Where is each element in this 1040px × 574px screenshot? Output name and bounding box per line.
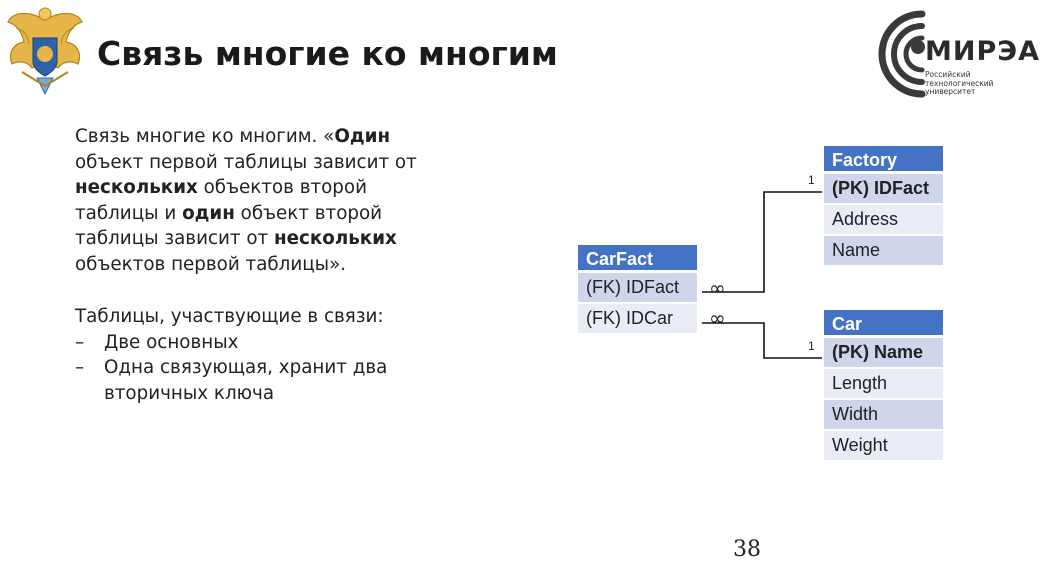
tables-intro: Таблицы, участвующие в связи: — [75, 306, 384, 327]
mirea-logo — [872, 2, 1040, 102]
cardinality-car-one: 1 — [808, 339, 815, 353]
logo-name: МИРЭА — [925, 36, 1040, 67]
entity-table-car — [824, 310, 943, 462]
table-row: Length — [824, 369, 943, 398]
logo-subtitle: Российский технологический университет — [925, 70, 994, 96]
tables-bullet-list — [75, 330, 435, 407]
table-row: Width — [824, 400, 943, 429]
table-row: Weight — [824, 431, 943, 460]
table-row: (PK) IDFact — [824, 174, 943, 203]
table-row: (PK) Name — [824, 338, 943, 367]
cardinality-carfact-many-bottom: ∞ — [709, 306, 726, 330]
tables-paragraph — [75, 304, 435, 406]
table-header: CarFact — [578, 245, 697, 273]
entity-table-carfact — [578, 245, 697, 335]
table-row: (FK) IDFact — [578, 273, 697, 302]
table-row: Name — [824, 236, 943, 265]
table-header: Car — [824, 310, 943, 338]
cardinality-factory-one: 1 — [808, 173, 815, 187]
table-header: Factory — [824, 146, 943, 174]
table-row: (FK) IDCar — [578, 304, 697, 333]
definition-paragraph: Связь многие ко многим. «Один объект первой таблицы зависит от нескольких объектов второй таблицы и один объект второй таблицы зависит от нескольких объектов первой таблицы». — [75, 126, 417, 275]
cardinality-carfact-many-top: ∞ — [709, 276, 726, 300]
table-row: Address — [824, 205, 943, 234]
page-number: 38 — [733, 537, 761, 562]
bullet-item: – Две основных — [75, 330, 435, 356]
ministry-emblem-icon — [2, 2, 88, 98]
slide-title: Связь многие ко многим — [97, 34, 558, 73]
entity-table-factory — [824, 146, 943, 267]
bullet-item: – Одна связующая, хранит два вторичных ключа — [75, 355, 435, 406]
